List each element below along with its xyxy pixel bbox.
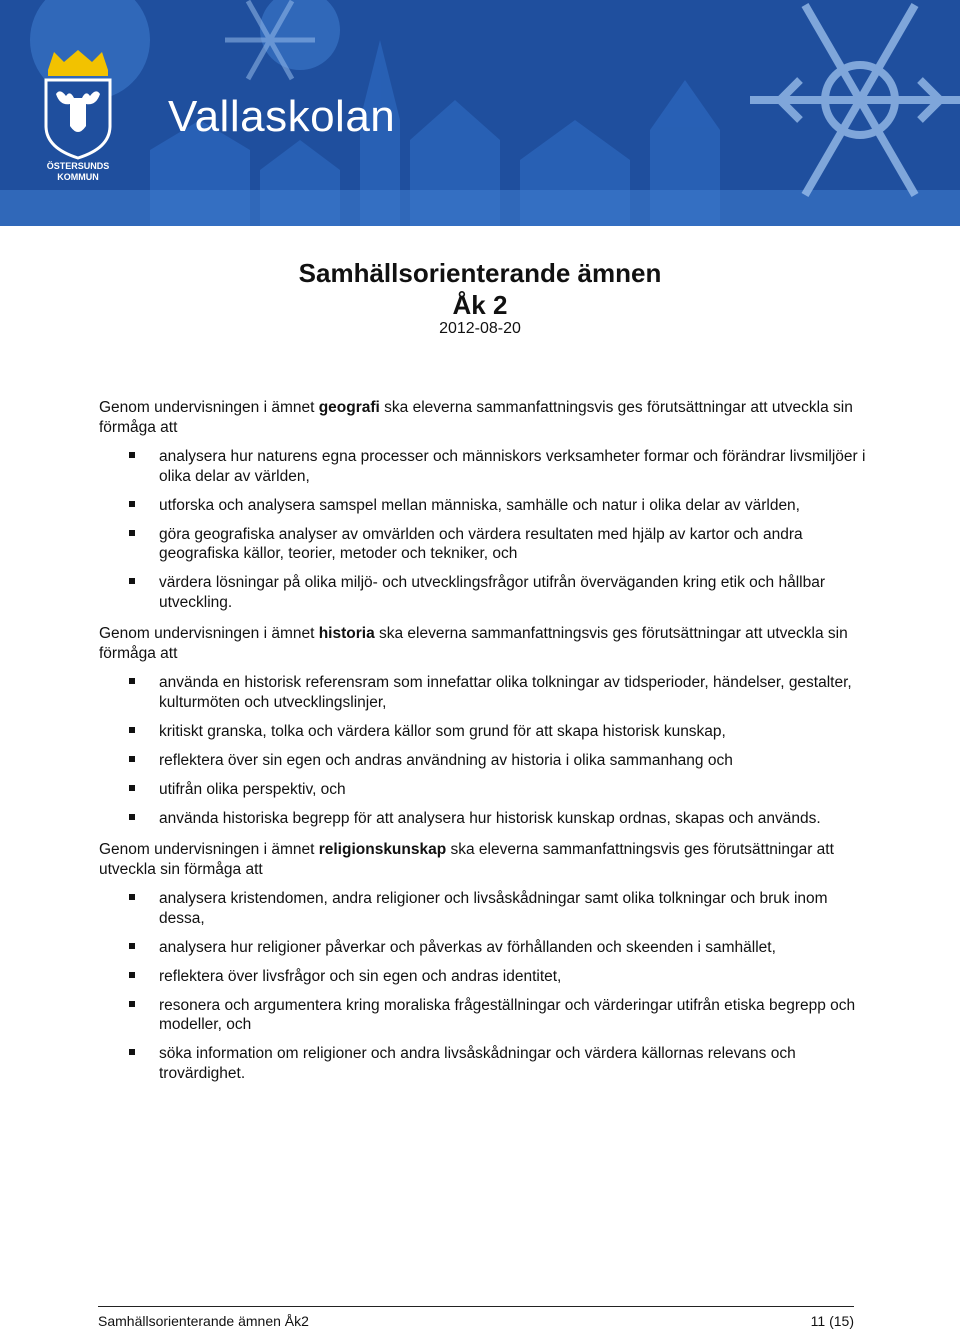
intro-text-end: ska eleverna sammanfattningsvis ges förutsättningar att utveckla sin förmåga att	[99, 399, 853, 436]
square-bullet-icon	[129, 814, 135, 820]
footer-page-number: 11 (15)	[810, 1313, 854, 1329]
subject-section	[99, 624, 869, 828]
square-bullet-icon	[129, 1049, 135, 1055]
list-item	[99, 722, 869, 742]
subject-name: historia	[318, 625, 375, 642]
list-item	[99, 809, 869, 829]
square-bullet-icon	[129, 894, 135, 900]
school-name: Vallaskolan	[168, 92, 396, 141]
list-item-text: reflektera över sin egen och andras användning av historia i olika sammanhang och	[159, 751, 733, 769]
list-item	[99, 780, 869, 800]
grade-title: Åk 2	[452, 290, 508, 320]
list-item-text: kritiskt granska, tolka och värdera källor som grund för att skapa historisk kunskap,	[159, 722, 726, 740]
list-item-text: använda en historisk referensram som innefattar olika tolkningar av tidsperioder, händelser, gestalter, kulturmöten och utvecklingslinjer,	[159, 674, 852, 711]
square-bullet-icon	[129, 785, 135, 791]
list-item-text: söka information om religioner och andra livsåskådningar och värdera källornas relevans och trovärdighet.	[159, 1045, 796, 1082]
square-bullet-icon	[129, 756, 135, 762]
list-item-text: utifrån olika perspektiv, och	[159, 780, 346, 798]
list-item-text: reflektera över livsfrågor och sin egen och andras identitet,	[159, 967, 562, 985]
intro-text-start: Genom undervisningen i ämnet	[99, 841, 319, 858]
goal-list	[99, 889, 869, 1083]
page-title: Samhällsorienterande ämnen	[298, 258, 662, 288]
list-item	[99, 673, 869, 712]
square-bullet-icon	[129, 972, 135, 978]
section-intro	[99, 398, 869, 437]
list-item-text: göra geografiska analyser av omvärlden och värdera resultaten med hjälp av kartor och andra geografiska källor, teorier, metoder och tekniker, och	[159, 525, 803, 562]
goal-list	[99, 673, 869, 828]
list-item-text: analysera hur religioner påverkar och påverkas av förhållanden och skeenden i samhället,	[159, 938, 776, 956]
list-item-text: analysera hur naturens egna processer och människors verksamheter formar och förändrar livsmiljöer i olika delar av världen,	[159, 448, 866, 485]
document-body	[99, 398, 869, 1093]
square-bullet-icon	[129, 530, 135, 536]
header-banner	[0, 0, 960, 226]
list-item	[99, 447, 869, 486]
list-item-text: utforska och analysera samspel mellan människa, samhälle och natur i olika delar av världen,	[159, 496, 800, 514]
section-intro	[99, 624, 869, 663]
ostersunds-kommun-logo	[40, 48, 116, 182]
subject-section	[99, 398, 869, 612]
logo-text-line2: KOMMUN	[57, 172, 99, 182]
intro-text-start: Genom undervisningen i ämnet	[99, 399, 319, 416]
square-bullet-icon	[129, 452, 135, 458]
list-item	[99, 1044, 869, 1083]
list-item-text: resonera och argumentera kring moraliska frågeställningar och värderingar utifrån etiska begrepp och modeller, och	[159, 996, 856, 1033]
page-footer	[98, 1306, 854, 1329]
square-bullet-icon	[129, 943, 135, 949]
list-item	[99, 496, 869, 516]
list-item	[99, 573, 869, 612]
intro-text-end: ska eleverna sammanfattningsvis ges förutsättningar att utveckla sin förmåga att	[99, 841, 834, 878]
square-bullet-icon	[129, 501, 135, 507]
section-intro	[99, 840, 869, 879]
list-item-text: analysera kristendomen, andra religioner och livsåskådningar samt olika tolkningar och bruk inom dessa,	[159, 890, 828, 927]
list-item-text: värdera lösningar på olika miljö- och utvecklingsfrågor utifrån överväganden kring etik och hållbar utveckling.	[159, 574, 825, 611]
list-item	[99, 996, 869, 1035]
list-item	[99, 967, 869, 987]
list-item	[99, 938, 869, 958]
subject-name: geografi	[318, 399, 380, 416]
subject-section	[99, 840, 869, 1083]
subject-name: religionskunskap	[318, 841, 447, 858]
banner-background-graphic	[0, 0, 960, 226]
goal-list	[99, 447, 869, 612]
list-item	[99, 889, 869, 928]
logo-text-line1: ÖSTERSUNDS	[46, 161, 110, 171]
square-bullet-icon	[129, 1001, 135, 1007]
list-item	[99, 751, 869, 771]
square-bullet-icon	[129, 578, 135, 584]
square-bullet-icon	[129, 727, 135, 733]
list-item	[99, 525, 869, 564]
footer-document-title: Samhällsorienterande ämnen Åk2	[98, 1313, 309, 1329]
intro-text-start: Genom undervisningen i ämnet	[99, 625, 319, 642]
list-item-text: använda historiska begrepp för att analysera hur historisk kunskap ordnas, skapas och används.	[159, 809, 821, 827]
document-date: 2012-08-20	[439, 320, 521, 337]
square-bullet-icon	[129, 678, 135, 684]
intro-text-end: ska eleverna sammanfattningsvis ges förutsättningar att utveckla sin förmåga att	[99, 625, 848, 662]
